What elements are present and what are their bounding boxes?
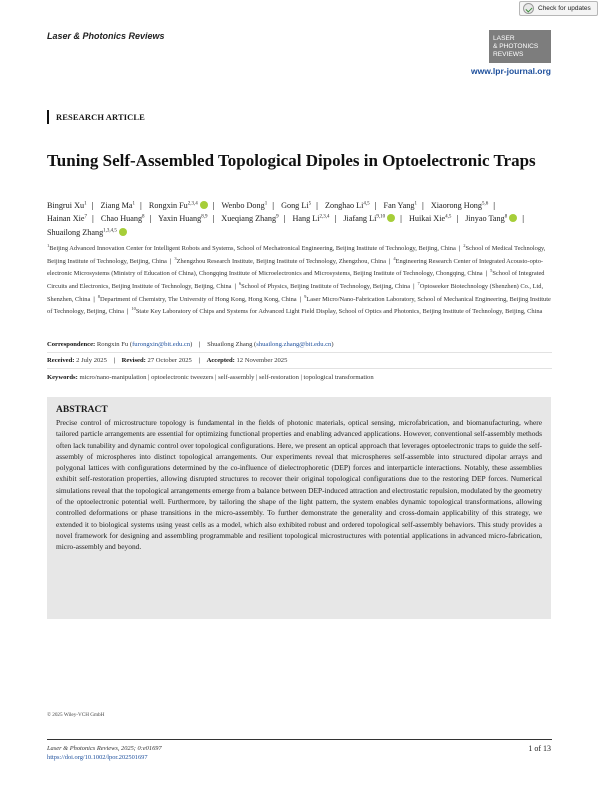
accepted-label: Accepted: [206,357,235,364]
divider [47,352,552,353]
orcid-icon[interactable] [119,228,127,236]
keywords-line [47,373,552,382]
author-name: Huikai Xie$^{4,5}$ [408,214,452,224]
affiliation-item: $^5$School of Integrated Circuits and Electronics, Beijing Institute of Technology, Beijing, China [47,268,545,290]
author-name: Gong Li$^5$ [281,200,312,210]
affiliation-item: $^9$Laser Micro/Nano-Fabrication Laboratory, School of Mechanical Engineering, Beijing Institute of Technology, Beijing, China [47,293,551,316]
author-name: Ziang Ma$^1$ [100,200,135,210]
logo-line: & PHOTONICS [493,43,539,50]
revised-date: 27 October 2025 [147,357,192,364]
author-name: Shuailong Zhang$^{1,3,4,5}$ [47,228,127,237]
author-name: Zonghao Li$^{4,5}$ [324,200,370,210]
keywords-label: Keywords: [47,374,78,381]
author-name: Yaxin Huang$^{8,9}$ [158,214,208,224]
article-title: Tuning Self-Assembled Topological Dipoles in Optoelectronic Traps [47,151,536,170]
author-name: Rongxin Fu$^{2,3,4}$ [149,201,208,210]
logo-line: REVIEWS [493,51,524,58]
orcid-icon[interactable] [387,214,395,222]
orcid-icon[interactable] [200,201,208,209]
affiliations: $^1$Beijing Advanced Innovation Center for Intelligent Robots and Systems, School of Mechatronical Engineering, Beijing Institute of Technology, Beijing, China | $^2$School of Medical Technology, Beijing Institute of Technology, Beijing, China | $^3$Zhengzhou Research Institute, Beijing Institute of Technology, Zhengzhou, China | $^4$Engineering Research Center of Integrated Acousto-opto-electronic Microsystems (Ministry of Education of China), Chongqing Institute of Microelectronics and Microsystems, Beijing Institute of Technology, Chongqing, China | $^5$School of Integrated Circuits and Electronics, Beijing Institute of Technology, Beijing, China | $^6$School of Physics, Beijing Institute of Technology, Beijing, China | $^7$Optoseeker Biotechnology (Shenzhen) Co., Ltd, Shenzhen, China | $^8$Department of Chemistry, The University of Hong Kong, Hong Kong, China | $^9$Laser Micro/Nano-Fabrication Laboratory, School of Mechanical Engineering, Beijing Institute of Technology, Beijing, China | $^{10}$State Key Laboratory of Chips and Systems for Advanced Light Field Display, School of Optics and Photonics, Beijing Institute of Technology, Beijing, China [47,243,551,316]
author-name: Xueqiang Zhang$^9$ [221,214,279,224]
copyright-notice: © 2025 Wiley-VCH GmbH [47,712,105,718]
journal-logo [489,30,551,63]
author-name: Hang Li$^{2,3,4}$ [292,214,330,224]
author-list: Bingrui Xu$^1$ | Ziang Ma$^1$ | Rongxin Fu$^{2,3,4}$ | Wenbo Dong$^1$ | Gong Li$^5$ | Zonghao Li$^{4,5}$ | Fan Yang$^1$ | Xiaorong Hong$^{5,6}$ | Hainan Xie$^7$ | Chao Huang$^8$ | Yaxin Huang$^{8,9}$ | Xueqiang Zhang$^9$ | Hang Li$^{2,3,4}$ | Jiafang Li$^{9,10}$ | Huikai Xie$^{4,5}$ | Jinyao Tang$^8$ | Shuailong Zhang$^{1,3,4,5}$ [47,200,525,238]
abstract-text: Precise control of microstructure topology is fundamental in the fields of photonic materials, optical sensing, microfabrication, and biomanufacturing, where tailored particle arrangements are essential for optimizing functional properties and enabling advanced applications. However, conventional self-assembly methods often lack tunability and dynamic control over topological configurations. Here, we present an optical approach that leverages optoelectronic traps to guide the self-assembly of microspheres into distinct topological arrangements. Our experiments reveal that microspheres self-assemble into structured dipolar arrays and polygonal lattices with configurations determined by the co-influence of dielectrophoretic (DEP) forces and interparticle interactions. Notably, these assemblies exhibit self-restoration properties, allowing disrupted structures to recover their original topological configurations due to the restoring DEP forces. Numerical simulations reveal that the topological arrangements emerge from a balance between DEP-induced attraction and electrostatic repulsion, modulated by the geometry of the optoelectronic potential well. Furthermore, by tailoring the shape of the light pattern, the system enables dynamic topological transformations, allowing controlled deformations or phase transitions in the micro-assembly. To further demonstrate the generality and cross-domain applicability of this strategy, we extended it to biological systems using yeast cells as a model, which also exhibited robust and ordered topological self-assembly behaviors. This study provides a novel framework for designing and assembling programmable and resilient topological microstructures with potential applications in advanced micro-fabrication, micro-assembly and beyond. [56,418,542,552]
affiliation-item: $^3$Zhengzhou Research Institute, Beijing Institute of Technology, Zhengzhou, China [174,255,386,265]
abstract-box [47,397,551,619]
check-for-updates-button[interactable] [519,1,598,16]
correspondent-name: Shuailong Zhang [207,341,253,348]
footer-citation-block [47,744,162,762]
author-name: Chao Huang$^8$ [100,214,145,224]
correspondent-email-link[interactable]: furongxin@bit.edu.cn [132,341,191,348]
check-circle-icon [523,3,534,14]
correspondence-label: Correspondence: [47,341,96,348]
abstract-heading: ABSTRACT [56,405,108,415]
author-name: Fan Yang$^1$ [383,200,417,210]
logo-line: LASER [493,35,515,42]
affiliation-item: $^1$Beijing Advanced Innovation Center for Intelligent Robots and Systems, School of Mechatronical Engineering, Beijing Institute of Technology, Beijing, China [47,243,456,253]
article-type-label: RESEARCH ARTICLE [47,110,145,124]
keywords-list: micro/nano-manipulation | optoelectronic tweezers | self-assembly | self-restoration | topological transformation [79,374,374,381]
check-for-updates-label: Check for updates [538,5,591,12]
footer-rule [47,739,552,740]
affiliation-item: $^4$Engineering Research Center of Integrated Acousto-opto-electronic Microsystems (Ministry of Education of China), Chongqing Institute of Microelectronics and Microsystems, Beijing Institute of Technology, Chongqing, China [47,255,544,278]
revised-label: Revised: [121,357,146,364]
author-name: Wenbo Dong$^1$ [221,200,268,210]
received-label: Received: [47,357,75,364]
author-name: Jinyao Tang$^8$ [465,214,517,223]
author-name: Bingrui Xu$^1$ [47,200,87,210]
correspondent-name: Rongxin Fu [96,341,129,348]
affiliation-item: $^6$School of Physics, Beijing Institute of Technology, Beijing, China [238,280,411,290]
affiliation-item: $^{10}$State Key Laboratory of Chips and Systems for Advanced Light Field Display, School of Optics and Photonics, Beijing Institute of Technology, Beijing, China [131,306,543,316]
affiliation-item: $^7$Optoseeker Biotechnology (Shenzhen) Co., Ltd, Shenzhen, China [47,280,544,303]
accepted-date: 12 November 2025 [236,357,288,364]
author-name: Xiaorong Hong$^{5,6}$ [430,200,489,210]
correspondence-line: Correspondence: Rongxin Fu (furongxin@bit.edu.cn) | Shuailong Zhang (shuailong.zhang@bit.edu.cn) [47,341,334,348]
journal-url-link[interactable]: www.lpr-journal.org [471,66,551,76]
author-name: Jiafang Li$^{9,10}$ [343,214,395,223]
affiliation-item: $^8$Department of Chemistry, The University of Hong Kong, Hong Kong, China [97,293,297,303]
footer-citation: Laser & Photonics Reviews, 2025; 0:e01697 [47,745,162,752]
divider [47,368,552,369]
affiliation-item: $^2$School of Medical Technology, Beijing Institute of Technology, Beijing, China [47,243,546,265]
journal-name: Laser & Photonics Reviews [47,31,165,41]
correspondent-email-link[interactable]: shuailong.zhang@bit.edu.cn [256,341,332,348]
doi-link[interactable]: https://doi.org/10.1002/lpor.202501697 [47,754,148,761]
dates-line: Received: 2 July 2025 | Revised: 27 October 2025 | Accepted: 12 November 2025 [47,357,288,364]
orcid-icon[interactable] [509,214,517,222]
page-number: 1 of 13 [528,744,551,753]
author-name: Hainan Xie$^7$ [47,214,88,224]
received-date: 2 July 2025 [76,357,107,364]
